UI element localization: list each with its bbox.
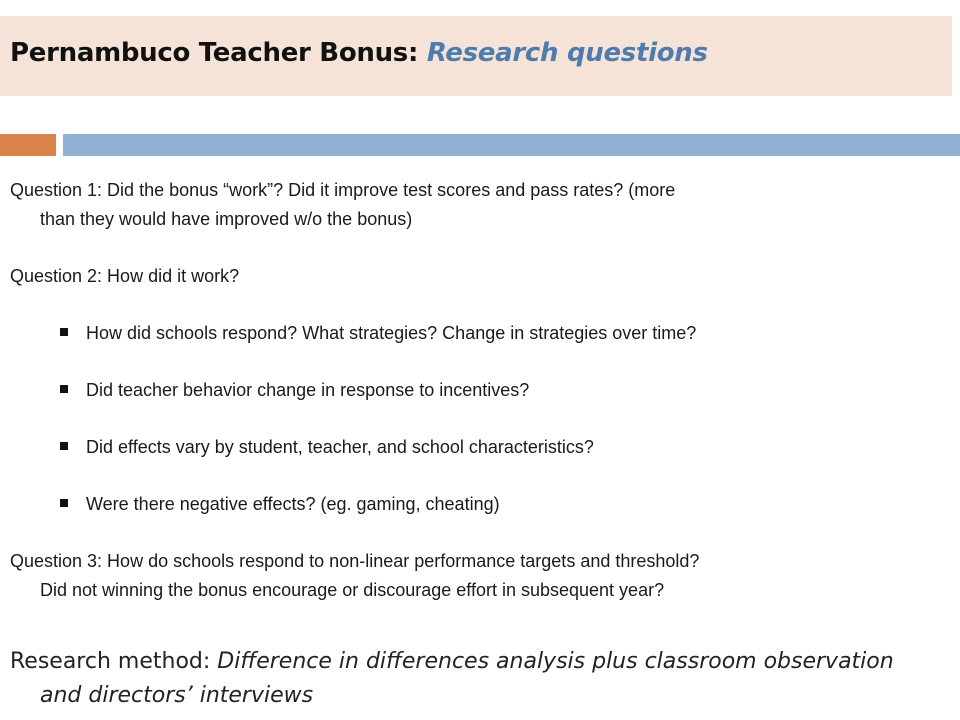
question-1: [10, 176, 945, 234]
research-method-detail-2: and directors’ interviews: [40, 683, 314, 708]
bullet-text: How did schools respond? What strategies? Change in strategies over time?: [86, 323, 697, 343]
square-bullet-icon: [60, 328, 68, 336]
bullet-item: [60, 376, 529, 405]
title-sub: Research questions: [426, 38, 708, 68]
bullet-text: Did effects vary by student, teacher, and school characteristics?: [86, 437, 594, 457]
question-3-line2: Did not winning the bonus encourage or discourage effort in subsequent year?: [40, 580, 665, 600]
accent-bar-blue: [63, 134, 960, 156]
bullet-item: [60, 319, 696, 348]
square-bullet-icon: [60, 499, 68, 507]
square-bullet-icon: [60, 442, 68, 450]
bullet-item: [60, 490, 500, 519]
research-method-detail-1: Difference in differences analysis plus classroom observation: [217, 649, 894, 674]
question-1-line1: Question 1: Did the bonus “work”? Did it improve test scores and pass rates? (more: [10, 180, 676, 200]
title-main: Pernambuco Teacher Bonus:: [10, 38, 427, 68]
research-method: [10, 645, 950, 713]
square-bullet-icon: [60, 385, 68, 393]
question-2: [10, 262, 945, 291]
question-3: [10, 547, 945, 605]
bullet-item: [60, 433, 594, 462]
slide-title: [10, 38, 708, 68]
question-3-line1: Question 3: How do schools respond to non-linear performance targets and threshold?: [10, 551, 700, 571]
bullet-text: Were there negative effects? (eg. gaming, cheating): [86, 494, 500, 514]
question-1-line2: than they would have improved w/o the bonus): [40, 209, 413, 229]
bullet-text: Did teacher behavior change in response to incentives?: [86, 380, 530, 400]
question-2-text: Question 2: How did it work?: [10, 266, 240, 286]
accent-bar-orange: [0, 134, 56, 156]
research-method-label: Research method:: [10, 649, 218, 674]
